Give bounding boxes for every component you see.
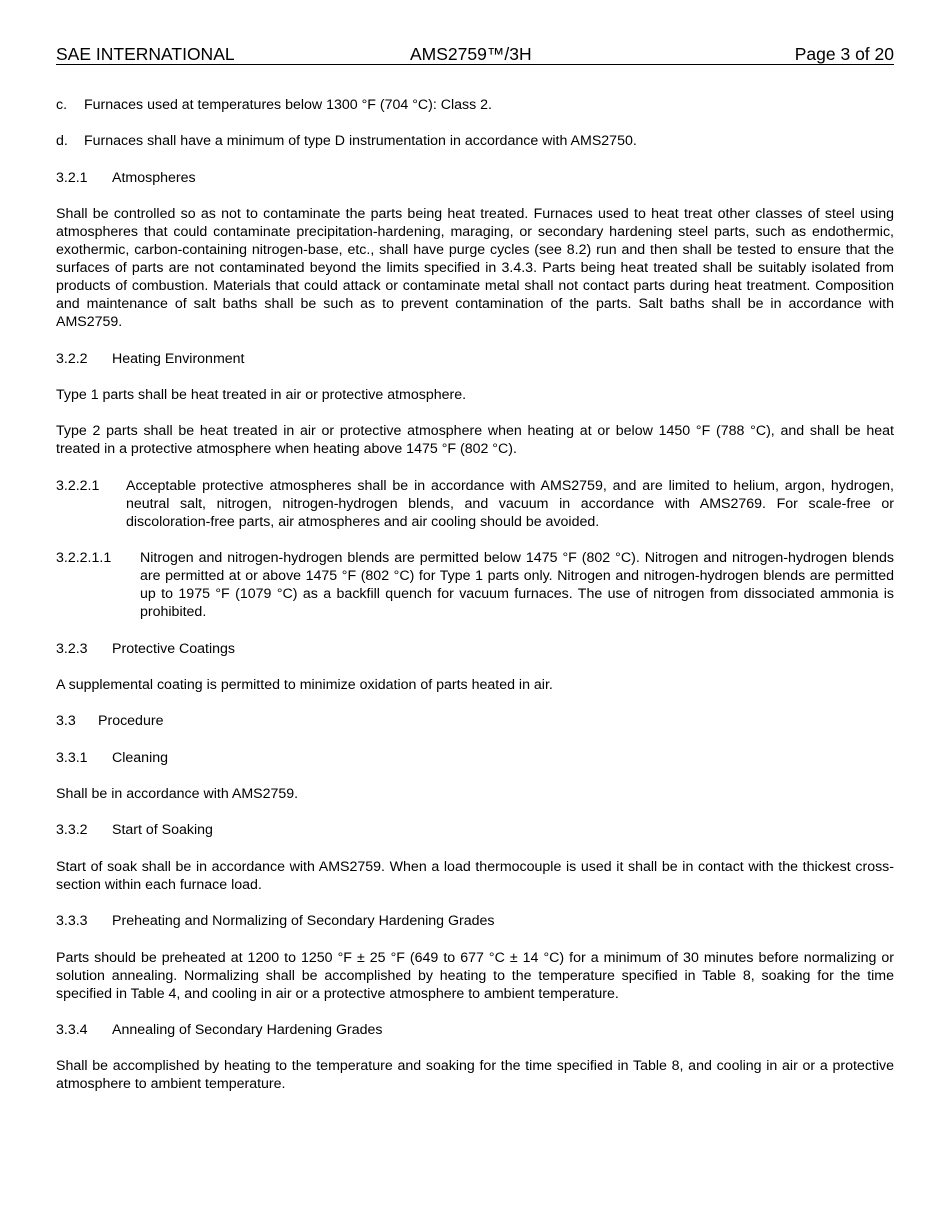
- section-title: Atmospheres: [112, 169, 196, 186]
- paragraph-protective-coatings: A supplemental coating is permitted to minimize oxidation of parts heated in air.: [56, 676, 553, 693]
- page-header: [56, 44, 894, 65]
- section-heading-3-3-4: [56, 1021, 894, 1039]
- document-body: [56, 96, 894, 1112]
- section-heading-3-3: [56, 712, 894, 730]
- section-number: 3.2.2.1: [56, 477, 100, 494]
- section-title: Preheating and Normalizing of Secondary Hardening Grades: [112, 913, 495, 930]
- list-text: Furnaces used at temperatures below 1300 °F (704 °C): Class 2.: [84, 97, 493, 113]
- paragraph-type1: Type 1 parts shall be heat treated in air or protective atmosphere.: [56, 386, 467, 403]
- header-document-id: AMS2759™/3H: [410, 44, 532, 64]
- header-page-number: Page 3 of 20: [794, 44, 894, 64]
- section-title: Protective Coatings: [112, 640, 236, 657]
- section-number: 3.2.2.1.1: [56, 550, 112, 567]
- paragraph-atmospheres: Shall be controlled so as not to contaminate the parts being heat treated. Furnaces used to heat treat other classes of steel using atmospheres that could contaminate precipitation-hardening, maraging, or secondary hardening steel parts, such as endothermic, exothermic, carbon-containing nitrogen-base, etc., shall have purge cycles (see 8.2) run and then shall be tested to ensure that the surfaces of parts are not contaminated beyond the limits specified in 3.4.3. Parts being heat treated shall be suitably isolated from products of combustion. Materials that could attack or contaminate metal shall not contact parts during heat treatment. Composition and maintenance of salt baths shall be such as to prevent contamination of the parts. Salt baths shall be in accordance with AMS2759.: [56, 206, 894, 331]
- paragraph-cleaning: Shall be in accordance with AMS2759.: [56, 786, 299, 803]
- section-number: 3.2.2: [56, 350, 88, 367]
- section-heading-3-2-1: [56, 169, 894, 187]
- section-heading-3-2-2: [56, 350, 894, 368]
- paragraph-start-of-soaking: Start of soak shall be in accordance with AMS2759. When a load thermocouple is used it shall be in contact with the thickest cross-section within each furnace load.: [56, 858, 894, 893]
- section-title: Heating Environment: [112, 350, 245, 367]
- section-title: Start of Soaking: [112, 822, 213, 839]
- list-label: c.: [56, 97, 68, 113]
- section-heading-3-3-3: [56, 912, 894, 930]
- section-number: 3.3: [56, 713, 76, 730]
- section-title: Procedure: [98, 713, 164, 730]
- paragraph-annealing: Shall be accomplished by heating to the temperature and soaking for the time specified in Table 8, and cooling in air or a protective atmosphere to ambient temperature.: [56, 1058, 894, 1093]
- section-heading-3-3-1: [56, 749, 894, 767]
- section-number: 3.2.3: [56, 640, 88, 657]
- list-item-d: [56, 132, 894, 150]
- section-number: 3.3.3: [56, 913, 88, 930]
- section-number: 3.3.1: [56, 749, 88, 766]
- section-heading-3-2-3: [56, 640, 894, 658]
- paragraph-preheating: Parts should be preheated at 1200 to 1250 °F ± 25 °F (649 to 677 °C ± 14 °C) for a minimum of 30 minutes before normalizing or solution annealing. Normalizing shall be accomplished by heating to the temperature specified in Table 8, soaking for the time specified in Table 4, and cooling in air or a protective atmosphere to ambient temperature.: [56, 949, 894, 1002]
- paragraph-type2: Type 2 parts shall be heat treated in air or protective atmosphere when heating at or below 1450 °F (788 °C), and shall be heat treated in a protective atmosphere when heating above 1475 °F (802 °C).: [56, 423, 894, 458]
- section-number: 3.3.4: [56, 1022, 88, 1039]
- section-heading-3-3-2: [56, 821, 894, 839]
- section-title: Annealing of Secondary Hardening Grades: [112, 1022, 383, 1039]
- section-number: 3.3.2: [56, 822, 88, 839]
- subsection-text: Acceptable protective atmospheres shall be in accordance with AMS2759, and are limited to helium, argon, hydrogen, neutral salt, nitrogen, nitrogen-hydrogen blends, and vacuum in accordance with AMS2769. For scale-free or discoloration-free parts, air atmospheres and air cooling should be avoided.: [126, 477, 894, 530]
- list-item-c: [56, 96, 894, 114]
- list-text: Furnaces shall have a minimum of type D instrumentation in accordance with AMS2750.: [84, 133, 637, 150]
- header-organization: SAE INTERNATIONAL: [56, 44, 235, 64]
- section-number: 3.2.1: [56, 169, 88, 186]
- subsection-3-2-2-1: [56, 477, 894, 531]
- list-label: d.: [56, 133, 68, 150]
- subsection-3-2-2-1-1: [56, 549, 894, 621]
- section-title: Cleaning: [112, 749, 169, 766]
- subsection-text: Nitrogen and nitrogen-hydrogen blends are permitted below 1475 °F (802 °C). Nitrogen and nitrogen-hydrogen blends are permitted at or above 1475 °F (802 °C) for Type 1 parts only. Nitrogen and nitrogen-hydrogen blends are permitted up to 1975 °F (1079 °C) as a backfill quench for vacuum furnaces. The use of nitrogen from dissociated ammonia is prohibited.: [140, 550, 894, 621]
